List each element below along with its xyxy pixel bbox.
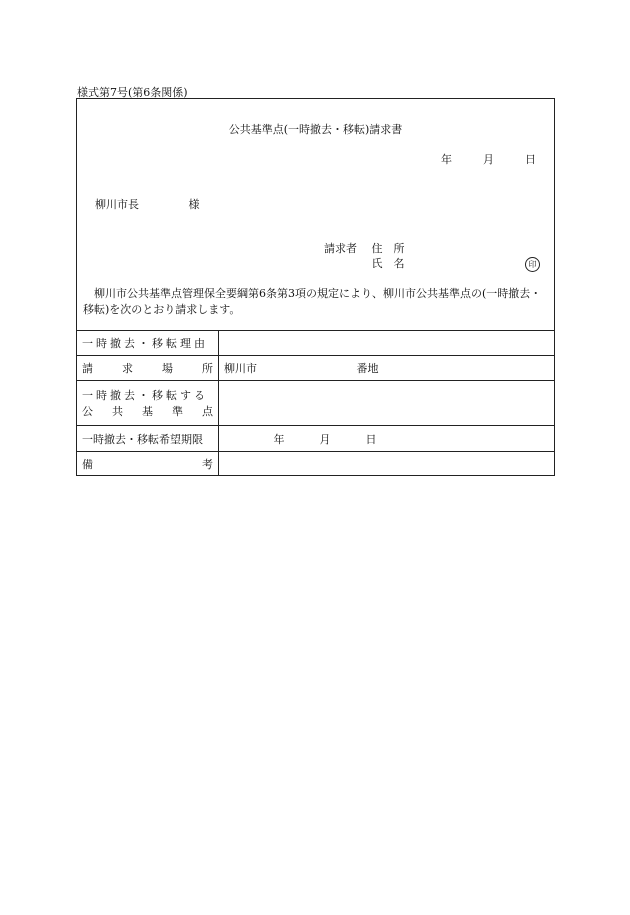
- form-frame: [76, 98, 555, 476]
- table-row: [77, 356, 555, 381]
- benchmark-label-line2: 公 共 基 準 点: [82, 405, 213, 418]
- deadline-day-label: 日: [365, 432, 377, 446]
- request-table: [76, 330, 555, 476]
- location-label: 請 求 場 所: [82, 362, 213, 375]
- claimant-label: 請求者: [324, 242, 357, 255]
- reason-value-cell[interactable]: [219, 331, 555, 356]
- remarks-value-cell[interactable]: [219, 452, 555, 476]
- benchmark-label-cell: [77, 381, 219, 426]
- date-line: [441, 151, 536, 167]
- claimant-name-row: [324, 256, 405, 271]
- table-row: [77, 426, 555, 452]
- remarks-label: 備 考: [82, 457, 213, 471]
- remarks-label-cell: [77, 452, 219, 476]
- addressee: [95, 196, 200, 212]
- deadline-year-label: 年: [273, 432, 285, 446]
- table-row: [77, 381, 555, 426]
- deadline-month-label: 月: [319, 432, 331, 446]
- date-day-label: 日: [525, 153, 536, 166]
- location-banchi: 番地: [356, 362, 379, 375]
- claimant-name-label: 氏 名: [371, 257, 405, 270]
- seal-mark: 印: [525, 257, 540, 272]
- addressee-name: 柳川市長: [95, 198, 139, 211]
- deadline-label-cell: [77, 426, 219, 452]
- table-row: [77, 452, 555, 476]
- form-number-label: 様式第7号(第6条関係): [77, 86, 188, 99]
- reason-label: 一時撤去・移転理由: [82, 337, 208, 350]
- deadline-value-cell[interactable]: [219, 426, 555, 452]
- location-city: 柳川市: [224, 362, 257, 375]
- benchmark-label-line1: 一時撤去・移転する: [82, 389, 208, 402]
- request-statement: 柳川市公共基準点管理保全要綱第6条第3項の規定により、柳川市公共基準点の(一時撤去・移転)を次のとおり請求します。: [83, 287, 542, 316]
- deadline-label: 一時撤去・移転希望期限: [82, 432, 203, 446]
- claimant-block: [324, 241, 405, 271]
- location-label-cell: [77, 356, 219, 381]
- location-value-cell[interactable]: [219, 356, 555, 381]
- addressee-honorific: 様: [188, 198, 200, 211]
- claimant-address-row: [324, 241, 405, 256]
- date-month-label: 月: [483, 153, 494, 166]
- claimant-address-label: 住 所: [371, 242, 405, 255]
- date-year-label: 年: [441, 153, 452, 166]
- benchmark-value-cell[interactable]: [219, 381, 555, 426]
- table-row: [77, 331, 555, 356]
- document-title: 公共基準点(一時撤去・移転)請求書: [228, 123, 403, 136]
- reason-label-cell: [77, 331, 219, 356]
